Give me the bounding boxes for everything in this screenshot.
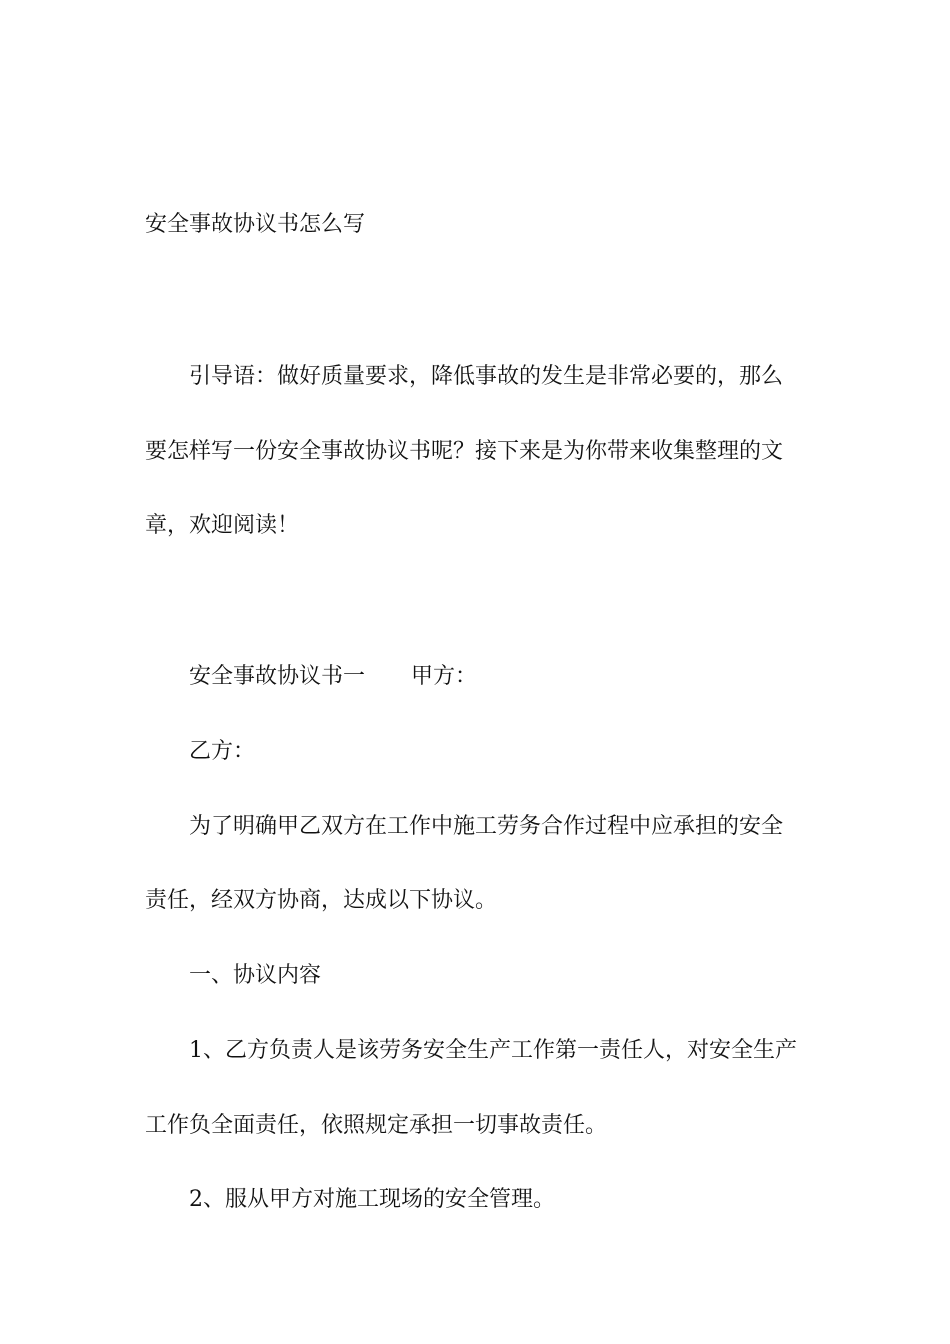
item-1-line-1: 1、乙方负责人是该劳务安全生产工作第一责任人，对安全生产 <box>189 1038 797 1063</box>
purpose-line-2: 责任，经双方协商，达成以下协议。 <box>145 888 498 913</box>
intro-line-2: 要怎样写一份安全事故协议书呢？接下来是为你带来收集整理的文 <box>145 439 784 464</box>
party-a-label: 甲方： <box>411 664 478 689</box>
purpose-line-1: 为了明确甲乙双方在工作中施工劳务合作过程中应承担的安全 <box>189 814 784 839</box>
intro-line-1: 引导语：做好质量要求，降低事故的发生是非常必要的，那么 <box>189 364 784 389</box>
clause-heading: 一、协议内容 <box>189 963 322 988</box>
document-title: 安全事故协议书怎么写 <box>145 212 366 237</box>
intro-line-3: 章，欢迎阅读！ <box>145 513 300 538</box>
section-heading: 安全事故协议书一 <box>189 664 366 689</box>
section-heading-row <box>189 666 477 688</box>
item-2: 2、服从甲方对施工现场的安全管理。 <box>189 1187 555 1212</box>
party-b-label: 乙方： <box>189 739 256 764</box>
item-1-line-2: 工作负全面责任，依照规定承担一切事故责任。 <box>145 1113 608 1138</box>
